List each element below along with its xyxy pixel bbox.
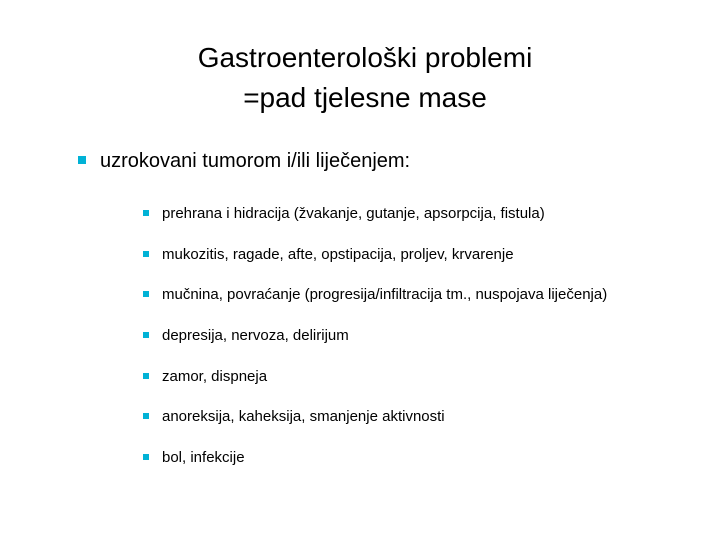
square-bullet-icon bbox=[143, 251, 149, 257]
title-line-1: Gastroenterološki problemi bbox=[197, 42, 533, 73]
title-line-2: =pad tjelesne mase bbox=[243, 82, 487, 113]
slide-title bbox=[0, 38, 720, 118]
list-item bbox=[143, 316, 607, 357]
main-bullet-text: uzrokovani tumorom i/ili liječenjem: bbox=[100, 150, 411, 172]
list-item bbox=[143, 397, 607, 438]
list-item-text: mukozitis, ragade, afte, opstipacija, proljev, krvarenje bbox=[162, 245, 514, 263]
list-item-text: mučnina, povraćanje (progresija/infiltracija tm., nuspojava liječenja) bbox=[162, 286, 608, 304]
list-item-text: zamor, dispneja bbox=[162, 367, 268, 385]
square-bullet-icon bbox=[143, 454, 149, 460]
square-bullet-icon bbox=[78, 156, 86, 164]
square-bullet-icon bbox=[143, 332, 149, 338]
sub-bullet-list bbox=[143, 194, 607, 478]
list-item bbox=[143, 235, 607, 276]
square-bullet-icon bbox=[143, 413, 149, 419]
main-bullet-point bbox=[78, 147, 410, 175]
square-bullet-icon bbox=[143, 210, 149, 216]
list-item-text: depresija, nervoza, delirijum bbox=[162, 327, 349, 345]
list-item-text: prehrana i hidracija (žvakanje, gutanje, apsorpcija, fistula) bbox=[162, 205, 545, 223]
list-item-text: bol, infekcije bbox=[162, 448, 245, 466]
list-item bbox=[143, 438, 607, 479]
list-item bbox=[143, 194, 607, 235]
square-bullet-icon bbox=[143, 291, 149, 297]
list-item bbox=[143, 356, 607, 397]
list-item bbox=[143, 275, 607, 316]
square-bullet-icon bbox=[143, 373, 149, 379]
list-item-text: anoreksija, kaheksija, smanjenje aktivnosti bbox=[162, 408, 445, 426]
